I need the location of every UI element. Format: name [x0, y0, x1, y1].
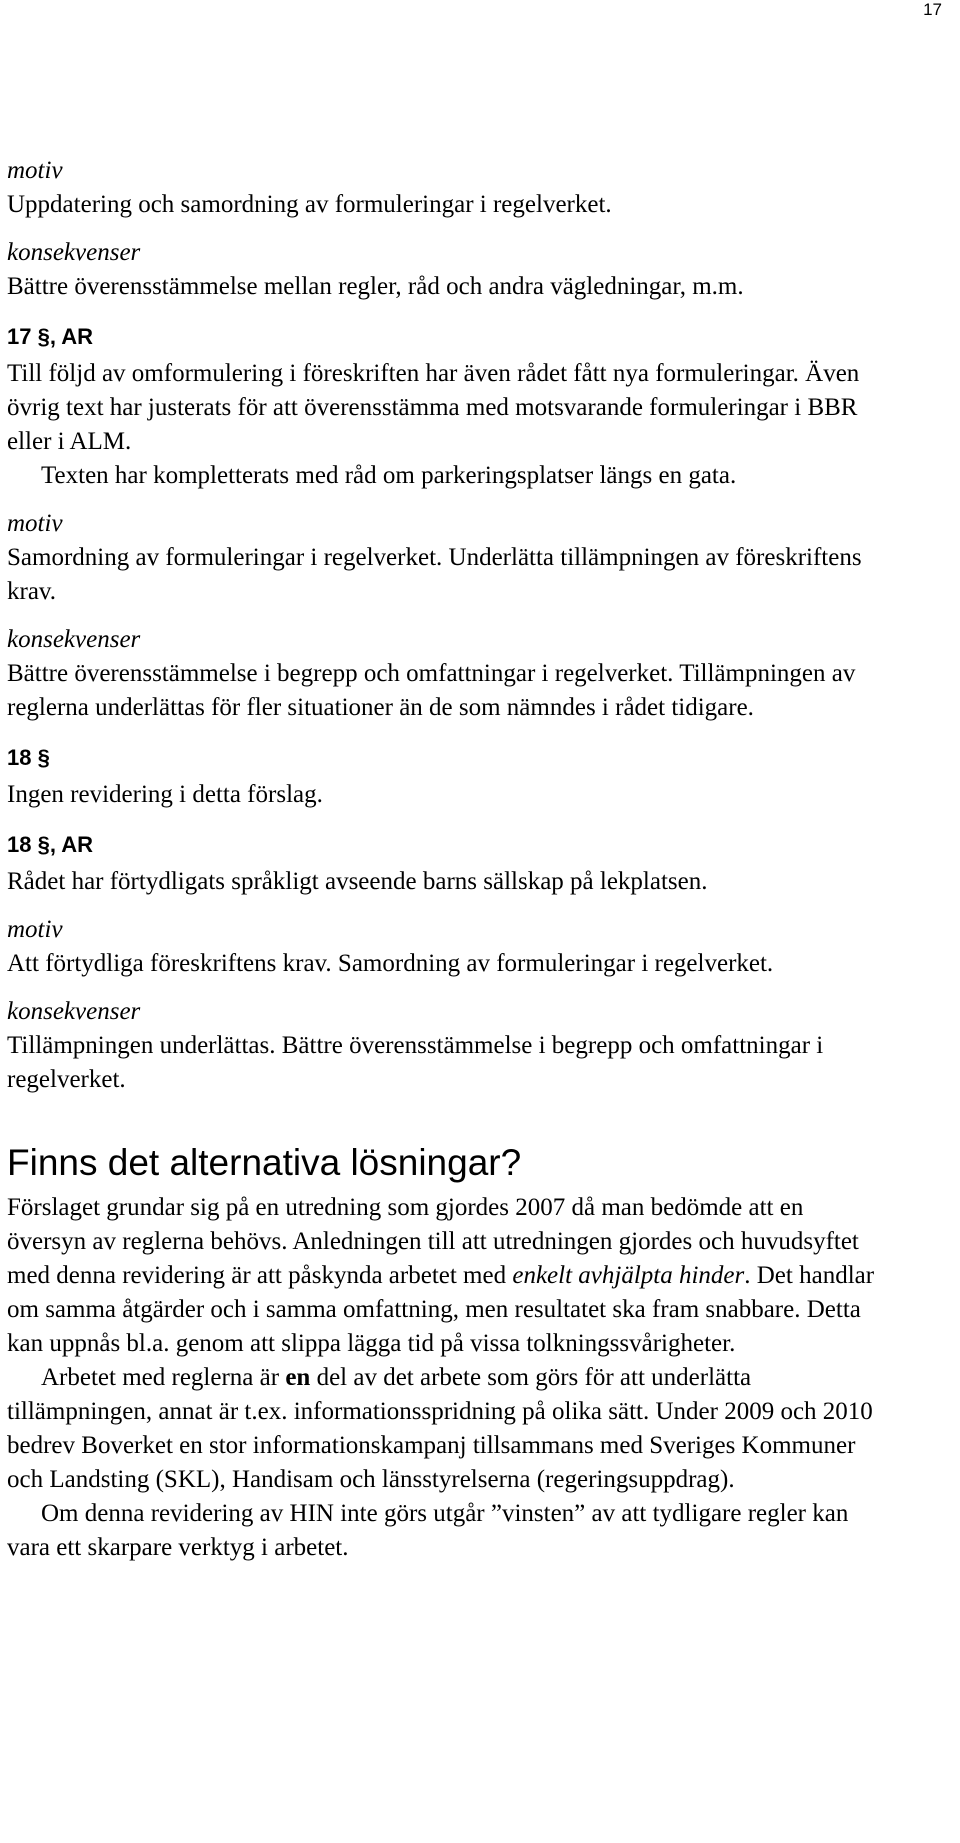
block-label-motiv: motiv — [7, 510, 63, 537]
section-number: 18 — [7, 832, 32, 857]
section-sign-icon: § — [37, 324, 50, 349]
section-number: 18 — [7, 745, 32, 770]
block-label-konsekvenser: konsekvenser — [7, 626, 141, 653]
block-paragraph: Till följd av omformulering i föreskriften har även rådet fått nya formuleringar. Även övrig text har justerats för att överensstämma med motsvarande formuleringar i BBR eller i ALM. — [7, 360, 860, 455]
document-body — [7, 154, 887, 1565]
block-label-konsekvenser: konsekvenser — [7, 998, 141, 1025]
section-sign-icon: § — [37, 832, 50, 857]
section-suffix: , AR — [49, 832, 94, 857]
block-paragraph: Samordning av formuleringar i regelverket. Underlätta tillämpningen av föreskriftens krav. — [7, 544, 862, 605]
block-paragraph: Bättre överensstämmelse mellan regler, råd och andra vägledningar, m.m. — [7, 273, 744, 300]
section-number: 17 — [7, 324, 32, 349]
block-paragraph: Ingen revidering i detta förslag. — [7, 781, 323, 808]
block-label-motiv: motiv — [7, 916, 63, 943]
strong-text: en — [285, 1364, 311, 1391]
block-paragraph: Att förtydliga föreskriftens krav. Samordning av formuleringar i regelverket. — [7, 950, 774, 977]
block-label-konsekvenser: konsekvenser — [7, 239, 141, 266]
body-paragraph-2 — [7, 1361, 887, 1497]
block-paragraph: Texten har kompletterats med råd om parkeringsplatser längs en gata. — [41, 462, 737, 489]
body-paragraph-3: Om denna revidering av HIN inte görs utgår ”vinsten” av att tydligare regler kan vara ett skarpare verktyg i arbetet. — [7, 1500, 849, 1561]
block-paragraph: Rådet har förtydligats språkligt avseende barns sällskap på lekplatsen. — [7, 868, 708, 895]
body-text: Arbetet med reglerna är — [41, 1364, 286, 1391]
section-sign-icon: § — [37, 745, 50, 770]
body-text: . Det handlar om samma åtgärder och i samma omfattning, men resultatet ska fram snabbare. Detta kan uppnås bl.a. genom att slippa lägga tid på vissa tolkningssvårigheter. — [7, 1262, 875, 1357]
alternatives-heading: Finns det alternativa lösningar? — [7, 1142, 522, 1183]
emphasis-text: enkelt avhjälpta hinder — [512, 1262, 745, 1289]
body-text: del av det arbete som görs för att underlätta tillämpningen, annat är t.ex. informationsspridning på olika sätt. Under 2009 och 2010 bedrev Boverket en stor informationskampanj tillsammans med Sveriges Kommuner och Landsting (SKL), Handisam och länsstyrelserna (regeringsuppdrag). — [7, 1364, 873, 1493]
body-paragraph-1 — [7, 1191, 887, 1361]
section-suffix: , AR — [49, 324, 94, 349]
section-heading-18 — [7, 743, 887, 773]
section-heading-17-ar — [7, 322, 887, 352]
body-text: Förslaget grundar sig på en utredning som gjordes 2007 då man bedömde att en översyn av reglerna behövs. Anledningen till att utredningen gjordes och huvudsyftet med denna revidering är att påskynda arbetet med — [7, 1194, 859, 1289]
block-paragraph: Bättre överensstämmelse i begrepp och omfattningar i regelverket. Tillämpningen av reglerna underlättas för fler situationer än de som nämndes i rådet tidigare. — [7, 660, 856, 721]
block-paragraph: Uppdatering och samordning av formuleringar i regelverket. — [7, 191, 612, 218]
block-paragraph: Tillämpningen underlättas. Bättre överensstämmelse i begrepp och omfattningar i regelverket. — [7, 1032, 824, 1093]
block-label-motiv: motiv — [7, 157, 63, 184]
section-heading-18-ar — [7, 830, 887, 860]
page-number: 17 — [923, 0, 942, 19]
